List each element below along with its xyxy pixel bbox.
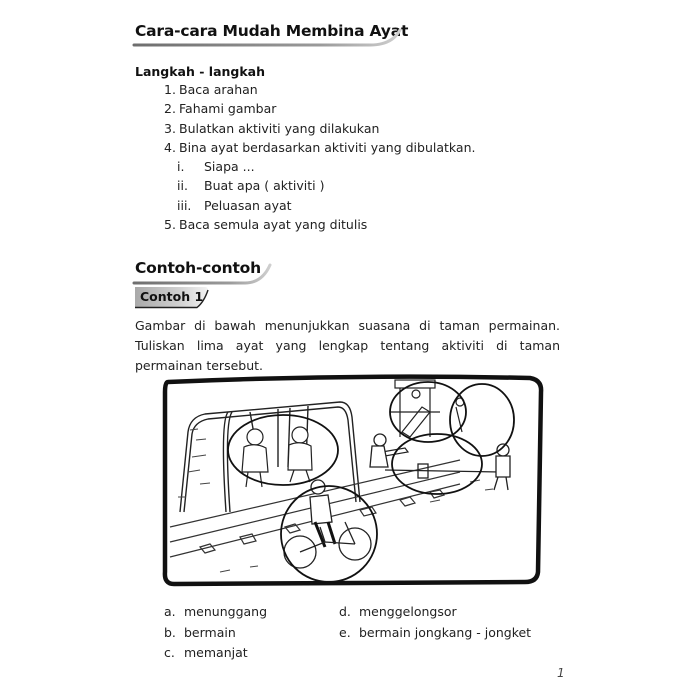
option-item: d. menggelongsor [339,604,457,619]
heading-underline-swoosh [130,262,275,288]
substep-item: i. Siapa ... [177,159,255,175]
heading-underline-swoosh [130,28,405,50]
section-heading-cara-cara: Cara-cara Mudah Membina Ayat [135,22,409,40]
instruction-text: Gambar di bawah menunjukkan suasana di taman permainan. Tuliskan lima ayat yang lengkap tentang aktiviti di taman permainan tersebut. [135,318,560,373]
example-tag-label: Contoh 1 [140,289,204,304]
step-item: 3. Bulatkan aktiviti yang dilakukan [164,120,380,136]
playground-illustration [160,372,545,587]
option-item: e. bermain jongkang - jongket [339,624,532,640]
substep-item: iii. Peluasan ayat [177,197,292,213]
section-heading-contoh: Contoh-contoh [135,259,261,277]
option-item: a. menunggang [164,604,268,619]
illustration-frame [165,377,541,584]
step-item: 4. Bina ayat berdasarkan aktiviti yang dibulatkan. [164,139,476,155]
step-item: 2. Fahami gambar [164,101,277,117]
step-item: 1. Baca arahan [164,82,258,97]
substep-item: ii. Buat apa ( aktiviti ) [177,178,325,194]
option-item: b. bermain [164,624,236,640]
step-item: 5. Baca semula ayat yang ditulis [164,217,368,233]
option-item: c. memanjat [164,645,248,660]
steps-list [164,80,475,234]
steps-subheading: Langkah - langkah [135,64,265,79]
options-left [164,602,267,664]
options-right [339,602,531,643]
page-number: 1 [557,666,565,680]
example-tag [135,287,210,307]
